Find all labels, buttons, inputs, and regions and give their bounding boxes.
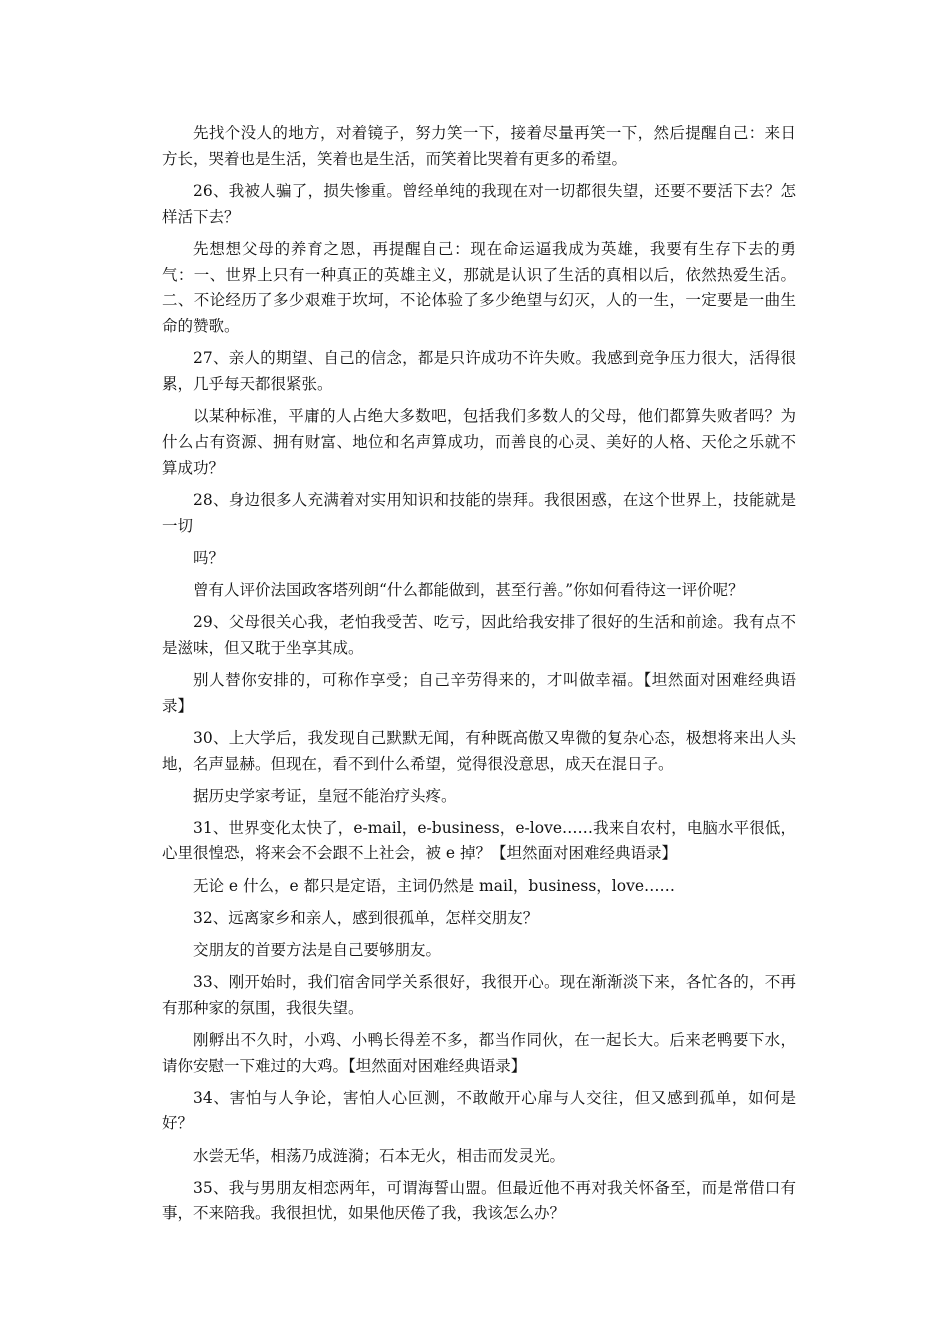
answer-paragraph: 刚孵出不久时，小鸡、小鸭长得差不多，都当作同伙，在一起长大。后来老鸭要下水，请你安慰一下难过的大鸡。【坦然面对困难经典语录】 bbox=[162, 1030, 796, 1075]
answer-paragraph: 以某种标准，平庸的人占绝大多数吧，包括我们多数人的父母，他们都算失败者吗？为什么占有资源、拥有财富、地位和名声算成功，而善良的心灵、美好的人格、天伦之乐就不算成功？ bbox=[162, 407, 796, 477]
question-paragraph: 33、刚开始时，我们宿舍同学关系很好，我很开心。现在渐渐淡下来，各忙各的，不再有那种家的氛围，我很失望。 bbox=[162, 972, 796, 1017]
question-paragraph: 28、身边很多人充满着对实用知识和技能的崇拜。我很困惑，在这个世界上，技能就是一切 bbox=[162, 490, 796, 535]
question-paragraph: 34、害怕与人争论，害怕人心叵测，不敢敞开心扉与人交往，但又感到孤单，如何是好？ bbox=[162, 1088, 796, 1133]
answer-paragraph: 别人替你安排的，可称作享受；自己辛劳得来的，才叫做幸福。【坦然面对困难经典语录】 bbox=[162, 670, 796, 715]
question-paragraph: 27、亲人的期望、自己的信念，都是只许成功不许失败。我感到竞争压力很大，活得很累，几乎每天都很紧张。 bbox=[162, 349, 796, 394]
document-body bbox=[162, 121, 796, 1234]
paragraph: 先找个没人的地方，对着镜子，努力笑一下，接着尽量再笑一下，然后提醒自己：来日方长，哭着也是生活，笑着也是生活，而笑着比哭着有更多的希望。 bbox=[162, 124, 796, 168]
answer-paragraph: 水尝无华，相荡乃成涟漪；石本无火，相击而发灵光。 bbox=[193, 1146, 566, 1165]
answer-paragraph: 交朋友的首要方法是自己要够朋友。 bbox=[193, 940, 442, 959]
question-paragraph: 31、世界变化太快了，e-mail，e-business，e-love……我来自农村，电脑水平很低，心里很惶恐，将来会不会跟不上社会，被 e 掉？【坦然面对困难经典语录】 bbox=[162, 818, 796, 863]
answer-paragraph: 无论 e 什么，e 都只是定语，主词仍然是 mail，business，love…… bbox=[193, 876, 676, 895]
question-continuation: 吗？ bbox=[193, 548, 225, 567]
question-paragraph: 30、上大学后，我发现自己默默无闻，有种既高傲又卑微的复杂心态，极想将来出人头地，名声显赫。但现在，看不到什么希望，觉得很没意思，成天在混日子。 bbox=[162, 728, 796, 773]
question-paragraph: 32、远离家乡和亲人，感到很孤单，怎样交朋友？ bbox=[193, 908, 539, 927]
question-paragraph: 29、父母很关心我，老怕我受苦、吃亏，因此给我安排了很好的生活和前途。我有点不是滋味，但又耽于坐享其成。 bbox=[162, 612, 796, 657]
answer-paragraph: 曾有人评价法国政客塔列朗“什么都能做到，甚至行善。”你如何看待这一评价呢？ bbox=[193, 580, 744, 599]
answer-paragraph: 先想想父母的养育之恩，再提醒自己：现在命运逼我成为英雄，我要有生存下去的勇气：一、世界上只有一种真正的英雄主义，那就是认识了生活的真相以后，依然热爱生活。二、不论经历了多少艰难于坎坷，不论体验了多少绝望与幻灭，人的一生，一定要是一曲生命的赞歌。 bbox=[162, 239, 796, 336]
question-paragraph: 26、我被人骗了，损失惨重。曾经单纯的我现在对一切都很失望，还要不要活下去？怎样活下去？ bbox=[162, 181, 796, 226]
answer-paragraph: 据历史学家考证，皇冠不能治疗头疼。 bbox=[193, 786, 457, 805]
question-paragraph: 35、我与男朋友相恋两年，可谓海誓山盟。但最近他不再对我关怀备至，而是常借口有事，不来陪我。我很担忧，如果他厌倦了我，我该怎么办？ bbox=[162, 1178, 796, 1223]
